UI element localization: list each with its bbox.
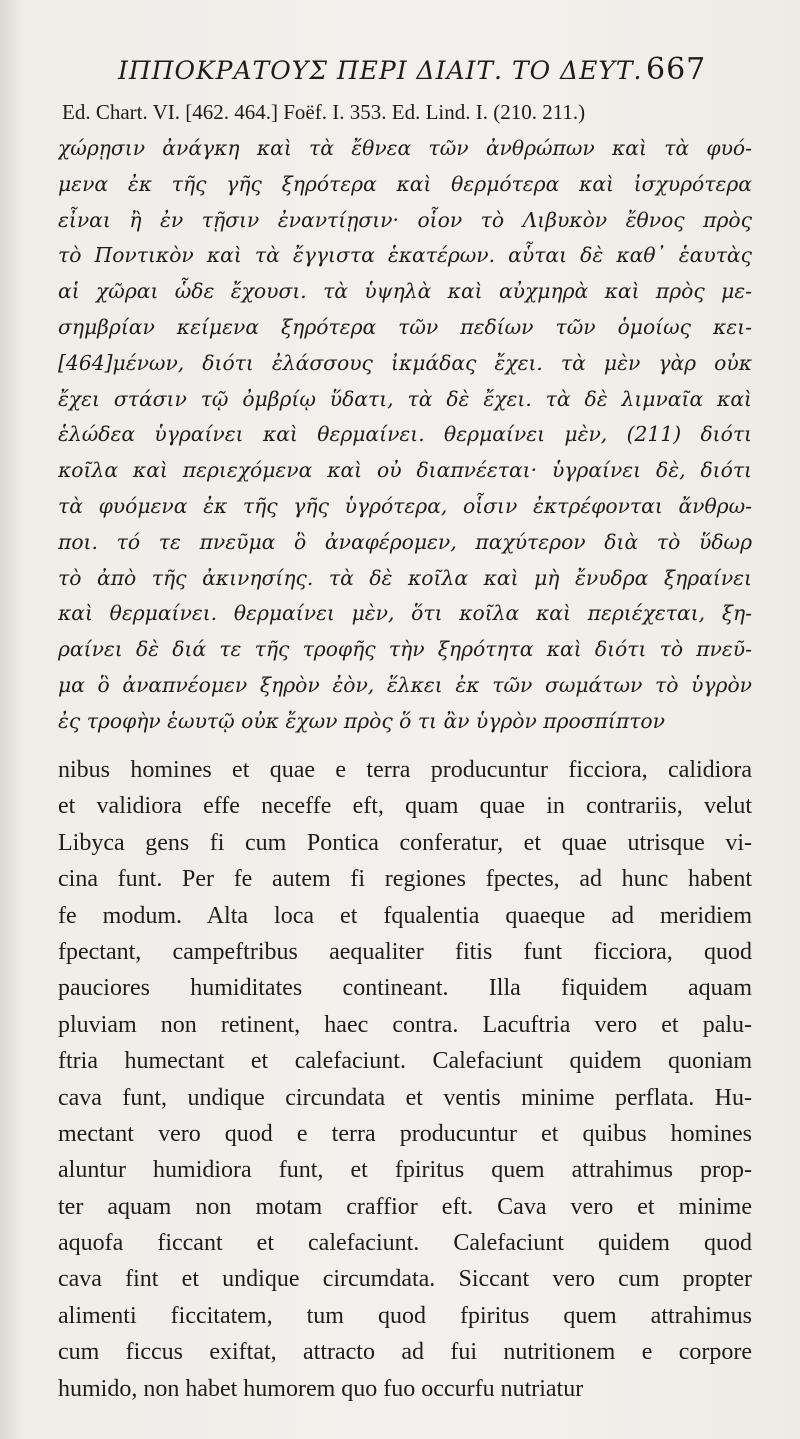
latin-text-block — [58, 752, 752, 1407]
greek-line: ἑλώδεα ὑγραίνει καὶ θερμαίνει. θερμαίνει μὲν, (211) διότι — [58, 422, 752, 447]
greek-line: σημβρίαν κείμενα ξηρότερα τῶν πεδίων τῶν ὁμοίως κει- — [58, 314, 752, 339]
latin-line: fe modum. Alta loca et fqualentia quaeque ad meridiem — [58, 902, 752, 929]
greek-line: τὸ Ποντικὸν καὶ τὰ ἔγγιστα ἑκατέρων. αὗται δὲ καθ᾽ ἑαυτὰς — [58, 243, 752, 268]
latin-line: humido, non habet humorem quo fuo occurfu nutriatur — [58, 1375, 584, 1402]
greek-text-block — [58, 131, 752, 740]
greek-line: αἱ χῶραι ὧδε ἔχουσι. τὰ ὑψηλὰ καὶ αὐχμηρὰ καὶ πρὸς με- — [58, 279, 752, 304]
latin-line: alimenti ficcitatem, tum quod fpiritus quem attrahimus — [58, 1302, 752, 1329]
greek-line: ἐς τροφὴν ἑωυτῷ οὐκ ἔχων πρὸς ὅ τι ἂν ὑγρὸν προσπίπτον — [58, 708, 665, 733]
latin-line: nibus homines et quae e terra producuntur ficciora, calidiora — [58, 757, 752, 783]
latin-line: fpectant, campeftribus aequaliter fitis funt ficciora, quod — [58, 938, 752, 965]
greek-line: μενα ἐκ τῆς γῆς ξηρότερα καὶ θερμότερα καὶ ἰσχυρότερα — [58, 171, 752, 196]
latin-line: pauciores humiditates contineant. Illa fiquidem aquam — [58, 975, 752, 1002]
latin-line: cava fint et undique circumdata. Siccant vero cum propter — [58, 1266, 752, 1293]
greek-line: [464]μένων, διότι ἐλάσσους ἰκμάδας ἔχει. τὰ μὲν γὰρ οὐκ — [58, 350, 752, 375]
latin-line: ftria humectant et calefaciunt. Calefaciunt quidem quoniam — [58, 1048, 752, 1075]
latin-line: cina funt. Per fe autem fi regiones fpectes, ad hunc habent — [58, 866, 752, 893]
edition-reference: Ed. Chart. VI. [462. 464.] Foëf. I. 353. Ed. Lind. I. (210. 211.) — [62, 100, 586, 124]
latin-line: aquofa ficcant et calefaciunt. Calefaciunt quidem quod — [58, 1230, 752, 1257]
page-number: 667 — [646, 52, 707, 87]
latin-line: mectant vero quod e terra producuntur et quibus homines — [58, 1120, 752, 1147]
greek-line: μα ὃ ἀναπνέομεν ξηρὸν ἐὸν, ἕλκει ἐκ τῶν σωμάτων τὸ ὑγρὸν — [58, 672, 752, 697]
greek-line: ραίνει δὲ διά τε τῆς τροφῆς τὴν ξηρότητα καὶ διότι τὸ πνεῦ- — [58, 637, 752, 662]
latin-line: aluntur humidiora funt, et fpiritus quem attrahimus prop- — [58, 1157, 752, 1184]
running-head — [118, 52, 718, 92]
latin-line: pluviam non retinent, haec contra. Lacuftria vero et palu- — [58, 1011, 752, 1038]
latin-line: cum ficcus exiftat, attracto ad fui nutritionem e corpore — [58, 1339, 752, 1366]
greek-line: εἶναι ἢ ἐν τῇσιν ἐναντίῃσιν· οἷον τὸ Λιβυκὸν ἔθνος πρὸς — [58, 207, 752, 232]
greek-line: ποι. τό τε πνεῦμα ὃ ἀναφέρομεν, παχύτερον διὰ τὸ ὕδωρ — [58, 529, 752, 554]
greek-line: κοῖλα καὶ περιεχόμενα καὶ οὐ διαπνέεται· ὑγραίνει δὲ, διότι — [58, 458, 752, 483]
greek-line: τὸ ἀπὸ τῆς ἀκινησίης. τὰ δὲ κοῖλα καὶ μὴ ἔνυδρα ξηραίνει — [58, 565, 752, 590]
latin-line: ter aquam non motam craffior eft. Cava vero et minime — [58, 1193, 752, 1220]
latin-line: cava funt, undique circundata et ventis minime perflata. Hu- — [58, 1084, 752, 1111]
latin-line: et validiora effe neceffe eft, quam quae in contrariis, velut — [58, 793, 752, 820]
greek-line: χώρῃσιν ἀνάγκη καὶ τὰ ἔθνεα τῶν ἀνθρώπων καὶ τὰ φυό- — [58, 136, 752, 160]
greek-line: τὰ φυόμενα ἐκ τῆς γῆς ὑγρότερα, οἷσιν ἐκτρέφονται ἄνθρω- — [58, 493, 752, 518]
latin-line: Libyca gens fi cum Pontica conferatur, et quae utrisque vi- — [58, 829, 752, 856]
greek-line: καὶ θερμαίνει. θερμαίνει μὲν, ὅτι κοῖλα καὶ περιέχεται, ξη- — [58, 601, 752, 626]
running-head-title: ΙΠΠΟΚΡΑΤΟΥΣ ΠΕΡΙ ΔΙΑΙΤ. ΤΟ ΔΕΥΤ. — [118, 56, 643, 85]
greek-line: ἔχει στάσιν τῷ ὀμβρίῳ ὕδατι, τὰ δὲ ἔχει. τὰ δὲ λιμναῖα καὶ — [58, 386, 752, 411]
